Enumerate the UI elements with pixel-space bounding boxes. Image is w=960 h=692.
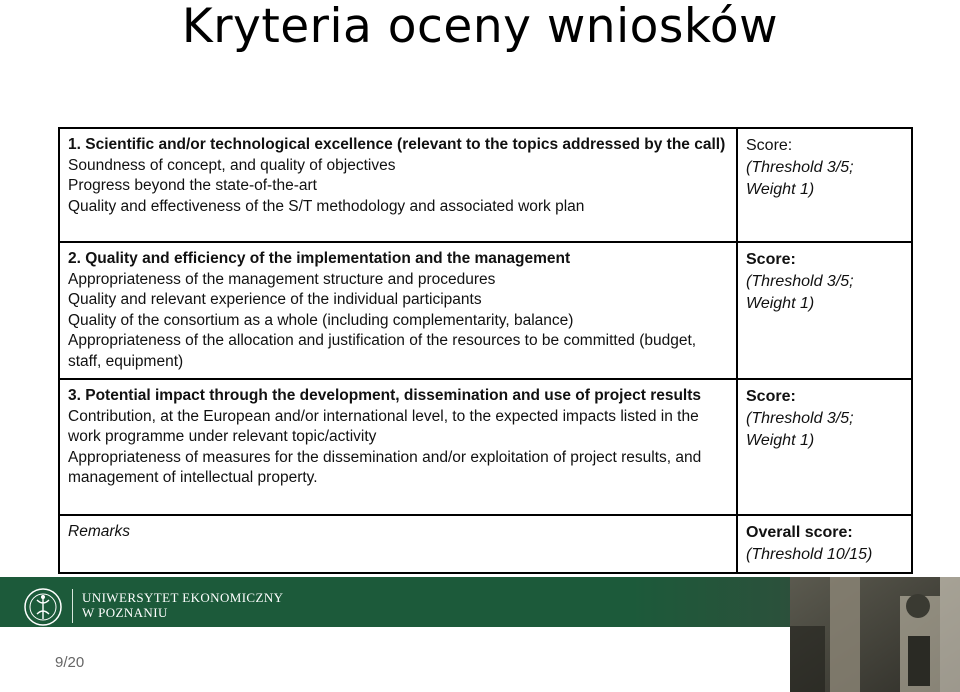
criterion-2-weight: Weight 1) [746, 295, 815, 312]
criterion-2-threshold: (Threshold 3/5; [746, 273, 854, 290]
criterion-row-3 [59, 379, 912, 515]
criterion-1-heading: 1. Scientific and/or technological excellence (relevant to the topics addressed by the call) [68, 136, 726, 153]
overall-score-label: Overall score: [746, 524, 853, 541]
page-number: 9/20 [55, 654, 85, 671]
criterion-2-heading: 2. Quality and efficiency of the implementation and the management [68, 250, 571, 267]
criterion-3-weight: Weight 1) [746, 432, 815, 449]
criterion-1-weight: Weight 1) [746, 181, 815, 198]
remarks-label: Remarks [68, 523, 131, 540]
criterion-1-item-2: Progress beyond the state-of-the-art [68, 177, 317, 194]
criterion-row-2 [59, 242, 912, 379]
university-name-line-1: UNIWERSYTET EKONOMICZNY [82, 590, 284, 605]
university-name-line-2: W POZNANIU [82, 605, 168, 620]
criterion-1-item-3: Quality and effectiveness of the S/T methodology and associated work plan [68, 197, 585, 215]
criterion-2-item-3: Quality of the consortium as a whole (including complementarity, balance) [68, 311, 574, 329]
page-title: Kryteria oceny wniosków [181, 0, 779, 54]
overall-score-cell [737, 515, 912, 573]
criterion-1-threshold: (Threshold 3/5; [746, 159, 854, 176]
university-emblem-icon [22, 586, 64, 628]
criterion-row-1 [59, 128, 912, 242]
criterion-3-heading: 3. Potential impact through the development, dissemination and use of project results [68, 387, 702, 404]
criterion-3-item-1: Contribution, at the European and/or international level, to the expected impacts listed in the work programme under relevant topic/activity [68, 407, 699, 445]
criterion-2-description [59, 242, 737, 379]
criterion-2-score-label: Score: [746, 251, 796, 268]
overall-threshold: (Threshold 10/15) [746, 546, 873, 563]
criterion-3-score-label: Score: [746, 388, 796, 405]
criterion-2-score [737, 242, 912, 379]
building-photo-image [790, 566, 960, 692]
remarks-cell [59, 515, 737, 573]
criterion-3-score [737, 379, 912, 515]
university-name [82, 590, 283, 620]
criterion-3-threshold: (Threshold 3/5; [746, 410, 854, 427]
criterion-3-item-2: Appropriateness of measures for the dissemination and/or exploitation of project results, and management of intellectual property. [68, 448, 702, 486]
criterion-1-description [59, 128, 737, 242]
criterion-3-description [59, 379, 737, 515]
criterion-2-item-2: Quality and relevant experience of the individual participants [68, 291, 482, 308]
logo-divider [72, 589, 73, 623]
criterion-2-item-4: Appropriateness of the allocation and justification of the resources to be committed (budget, staff, equipment) [68, 332, 697, 370]
criterion-2-item-1: Appropriateness of the management structure and procedures [68, 270, 496, 288]
criterion-1-item-1: Soundness of concept, and quality of objectives [68, 156, 396, 174]
criterion-1-score-label: Score: [746, 137, 793, 154]
criterion-1-score [737, 128, 912, 242]
remarks-row [59, 515, 912, 573]
criteria-table [58, 127, 913, 574]
